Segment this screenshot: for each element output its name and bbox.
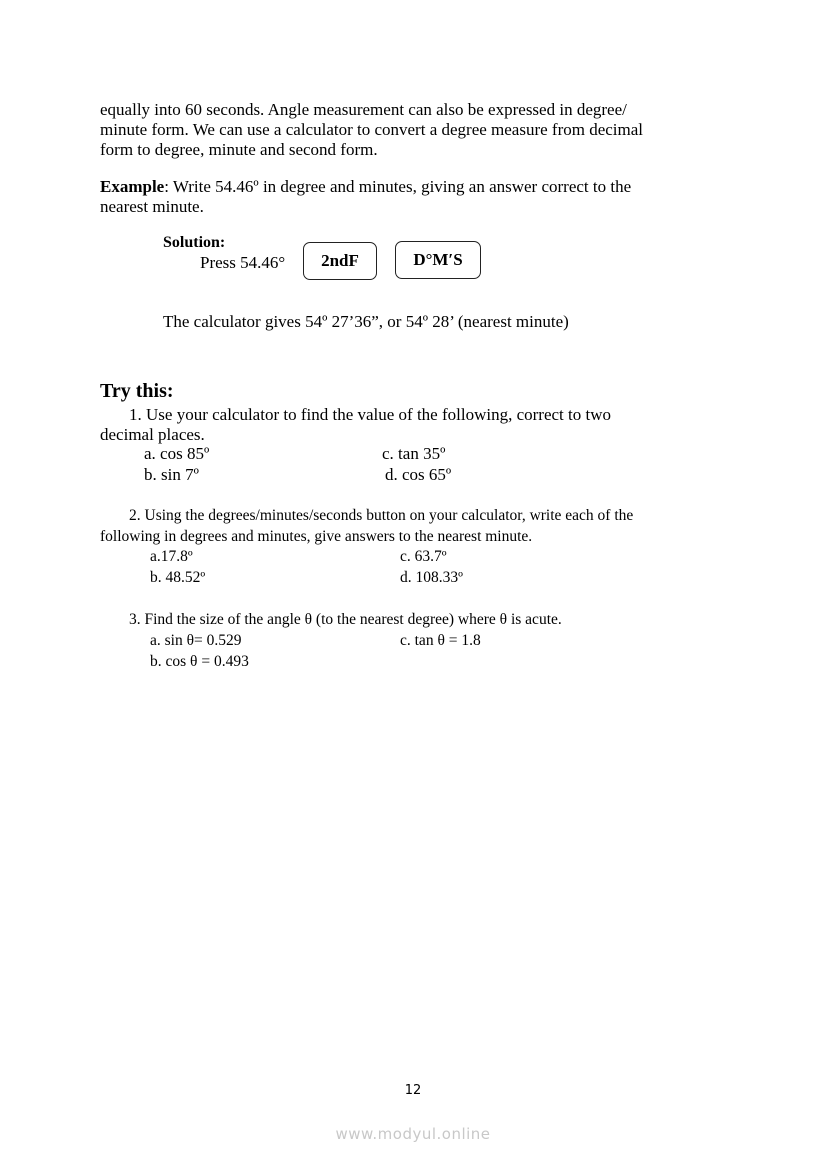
question-1-line-1: 1. Use your calculator to find the value of the following, correct to two <box>129 405 611 424</box>
try-this-heading: Try this: <box>100 380 174 402</box>
q1-item-d: d. cos 65º <box>385 465 452 484</box>
watermark: www.modyul.online <box>335 1125 491 1143</box>
solution-label: Solution: <box>163 234 226 251</box>
press-instruction: Press 54.46° <box>200 253 286 272</box>
question-3-line-1: 3. Find the size of the angle θ (to the nearest degree) where θ is acute. <box>129 611 562 628</box>
intro-line-2: minute form. We can use a calculator to convert a degree measure from decimal <box>100 120 644 139</box>
intro-paragraph <box>100 100 730 160</box>
q2-item-b: b. 48.52º <box>150 569 206 586</box>
q3-item-c: c. tan θ = 1.8 <box>400 632 481 649</box>
example-line-2: nearest minute. <box>100 197 204 216</box>
q2-item-c: c. 63.7º <box>400 548 447 565</box>
q2-item-a: a.17.8º <box>150 548 193 565</box>
example-paragraph <box>100 177 730 217</box>
q3-item-b: b. cos θ = 0.493 <box>150 653 249 670</box>
question-2-line-1: 2. Using the degrees/minutes/seconds button on your calculator, write each of the <box>129 507 634 524</box>
question-1-line-2: decimal places. <box>100 425 205 444</box>
intro-line-3: form to degree, minute and second form. <box>100 140 378 159</box>
example-line-1 <box>100 177 730 197</box>
calculator-key-2ndf: 2ndF <box>303 242 377 280</box>
q1-item-b: b. sin 7º <box>144 465 199 484</box>
q2-item-d: d. 108.33º <box>400 569 463 586</box>
page-number: 12 <box>404 1083 422 1098</box>
q3-item-a: a. sin θ= 0.529 <box>150 632 242 649</box>
calculator-key-dms: D°M′S <box>395 241 481 279</box>
q1-item-a: a. cos 85º <box>144 444 210 463</box>
solution-result: The calculator gives 54º 27’36”, or 54º 28’ (nearest minute) <box>163 312 569 331</box>
example-text: : Write 54.46º in degree and minutes, giving an answer correct to the <box>164 177 632 196</box>
q1-item-c: c. tan 35º <box>382 444 446 463</box>
question-2 <box>100 506 740 547</box>
question-2-line-2: following in degrees and minutes, give answers to the nearest minute. <box>100 527 533 545</box>
intro-line-1: equally into 60 seconds. Angle measurement can also be expressed in degree/ <box>100 100 627 119</box>
example-label: Example <box>100 177 165 196</box>
question-1 <box>100 405 730 445</box>
